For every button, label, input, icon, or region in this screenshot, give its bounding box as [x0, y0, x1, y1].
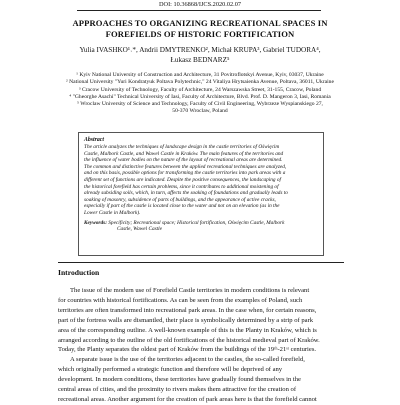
- authors-line: Yulia IVASHKO¹˒*, Andrii DMYTRENKO², Michał KRUPA³, Gabriel TUDORA⁴,: [79, 46, 321, 54]
- title-line: FOREFIELDS OF HISTORIC FORTIFICATION: [105, 29, 295, 39]
- body-line: territories are often transformed into recreational park areas. In the case when, for certain reasons,: [58, 306, 317, 314]
- doi-line: DOI: 10.36868/IJCS.2020.02.07: [158, 1, 242, 8]
- affiliation-line: 50-370 Wroclaw, Poland: [172, 108, 228, 115]
- paper-title: [0, 18, 400, 40]
- affiliation-line: ¹ Kyiv National University of Construction and Architecture, 31 Povitroflotskyi Avenue, Kyiv, 03037, Ukraine: [76, 72, 324, 78]
- abstract-line: The common and distinctive features between the applied recreational techniques are analyzed,: [84, 163, 287, 170]
- body-line: central areas of cities, and the proximity to rivers makes them attractive for the creation of: [58, 386, 297, 394]
- abstract-line: soaking of masonry, subsidence of parts of buildings, and the appearance of active cracks,: [84, 196, 276, 203]
- affiliation-line: ² National University "Yuri Kondratyuk Poltava Polytechnic," 24 Vitaliya Hrytsaienka Avenue, Poltava, 36011, Ukraine: [66, 79, 334, 86]
- abstract-heading: Abstract: [84, 137, 104, 143]
- body-line: Today, the Planty separates the oldest part of Kraków from the buildings of the 19ᵗʰ-21ˢᵗ centuries.: [58, 346, 317, 354]
- abstract-line: different set of functions are indicated. Despite the positive consequences, the landscaping of: [84, 176, 282, 183]
- title-line: APPROACHES TO ORGANIZING RECREATIONAL SPACES IN: [72, 18, 328, 28]
- abstract-line: especially if part of the castle is located close to the water and not on an elevation (as in the: [84, 203, 280, 210]
- body-line: area of the corresponding outline. A well-known example of this is the Planty in Kraków, which is: [58, 326, 317, 334]
- affiliation-line: ⁴ "Gheorghe Asachi" Technical University of Iasi, Faculty of Architecture, Blvd. Prof. D. Mangeron 3, Iasi, Romania: [69, 93, 331, 100]
- keywords-label: Keywords:: [84, 219, 107, 226]
- abstract-line: and on this basis, possible options for transforming the castle territories into park areas with a: [84, 170, 286, 177]
- body-line: which originally performed a strategic function and therefore will be deprived of any: [58, 366, 283, 374]
- abstract-line: The article analyzes the techniques of landscape design in the castle territories of Oświęcim: [84, 144, 280, 150]
- header-rule: [77, 10, 321, 11]
- body-line: recreational areas. Another argument for the creation of park areas here is that the forefield cannot: [58, 395, 317, 403]
- body-line: A separate issue is the use of the territories adjacent to the castles, the so-called forefield,: [70, 356, 305, 364]
- keywords: [84, 220, 318, 233]
- abstract-line: Lower Castle in Malbork).: [84, 209, 141, 216]
- body-line: for countries with historical fortifications. As can be seen from the examples of Poland, such: [58, 296, 303, 304]
- affiliation-line: ³ Cracow University of Technology, Faculty of Architecture, 24 Warszawska Street, 31-155, Cracow, Poland: [78, 86, 322, 93]
- authors-line: Łukasz BEDNARZ⁵: [170, 55, 230, 64]
- abstract-box: [78, 132, 324, 256]
- keywords-text: Castle, Wawel Castle: [117, 226, 162, 233]
- affiliation-line: ⁵ Wroclaw University of Science and Technology, Faculty of Civil Engineering, Wybrzeze Wyspianskiego 27,: [77, 101, 323, 108]
- abstract-line: the influence of water bodies on the nature of the layout of recreational areas are determined.: [84, 157, 283, 164]
- body-line: arranged according to the outline of the old fortifications of the historical medieval part of Kraków.: [58, 336, 320, 344]
- body-text: [58, 286, 344, 405]
- section-rule: [58, 262, 344, 263]
- body-line: The issue of the modern use of Forefield Castle territories in modern conditions is relevant: [70, 287, 310, 294]
- keywords-text: Specificity; Recreational space; Historical fortification, Oświęcim Castle, Malbork: [106, 219, 285, 226]
- abstract-line: Castle, Malbork Castle, and Wawel Castle in Kraków. The main features of the territories and: [84, 150, 284, 157]
- affiliations: [0, 72, 400, 116]
- body-line: part of the fortress walls are dismantled, their place is symbolically determined by a strip of park: [58, 316, 314, 324]
- abstract-line: the historical forefield has certain problems, since it contributes to additional moistening of: [84, 183, 279, 190]
- abstract-line: already subsiding soils, which, in turn, affects the soaking of foundations and gradually leads to: [84, 190, 288, 197]
- author-list: [0, 46, 400, 65]
- section-heading: Introduction: [58, 268, 100, 277]
- body-line: development. In modern conditions, these territories have gradually found themselves in the: [58, 376, 301, 384]
